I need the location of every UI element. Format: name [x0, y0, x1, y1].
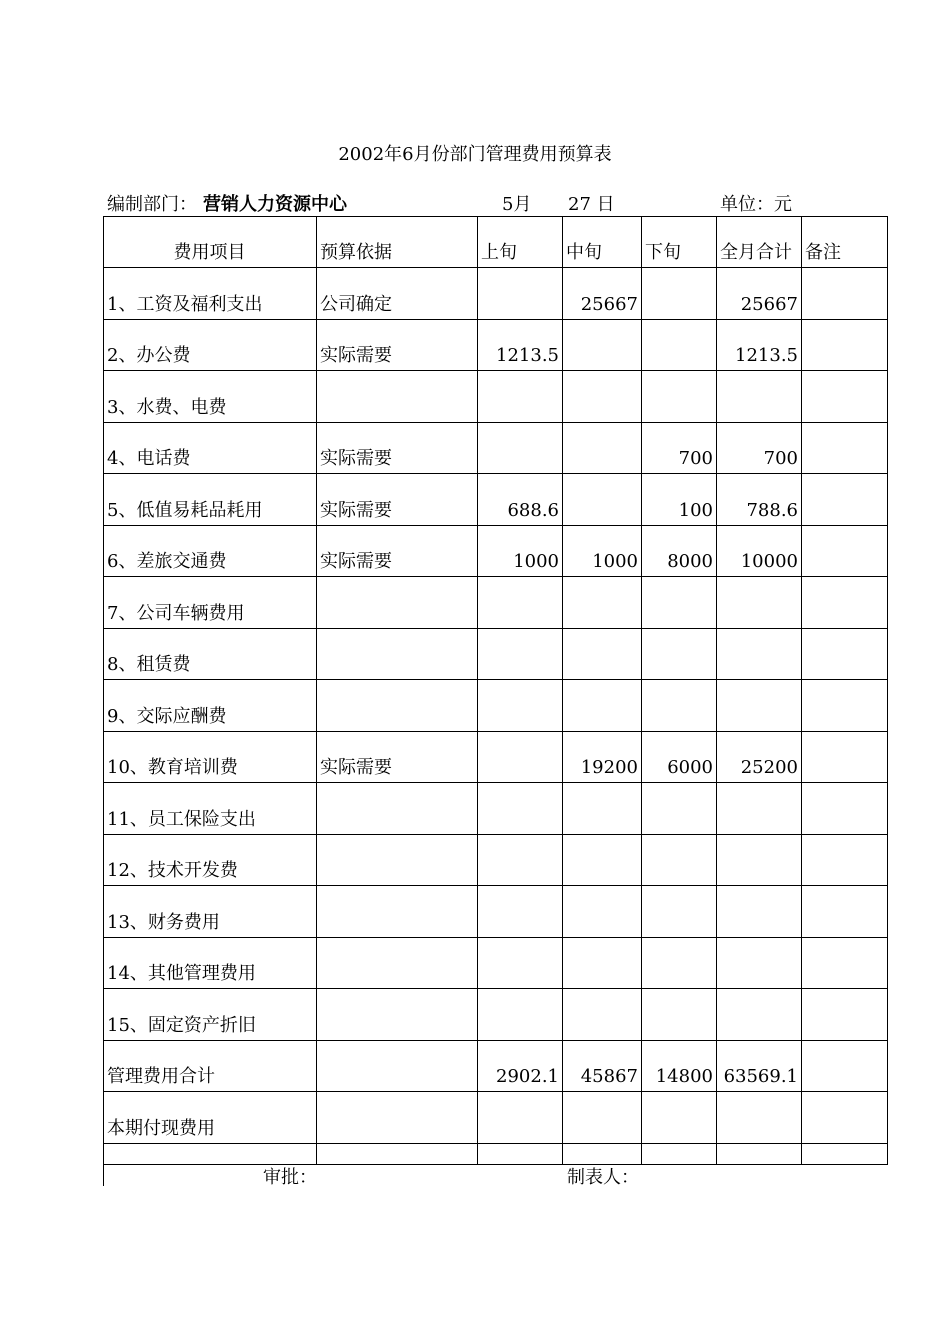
cell-late: 100	[678, 499, 713, 521]
cell-basis: 实际需要	[320, 551, 392, 572]
cell-item: 14、其他管理费用	[107, 963, 256, 984]
cell-total: 25200	[740, 757, 798, 778]
cell-total: 25667	[740, 293, 798, 315]
cell-total: 1213.5	[735, 345, 798, 366]
unit-label: 单位：元	[720, 194, 792, 215]
grid-line-header	[103, 267, 888, 268]
column-header: 下旬	[645, 242, 681, 263]
grid-line-row	[103, 679, 888, 680]
cell-item: 4、电话费	[107, 448, 191, 469]
column-header: 费用项目	[173, 242, 246, 263]
grid-line-row	[103, 937, 888, 938]
cell-late: 8000	[667, 551, 713, 572]
preparer-label: 制表人：	[567, 1167, 639, 1188]
grid-line-row	[103, 731, 888, 732]
grid-line-row	[103, 473, 888, 474]
cell-item: 5、低值易耗品耗用	[107, 499, 263, 521]
cell-mid: 25667	[580, 293, 638, 315]
date-month: 5月	[502, 194, 532, 215]
cell-early: 688.6	[507, 499, 559, 521]
cell-mid: 45867	[580, 1066, 638, 1087]
cell-early: 1213.5	[496, 345, 559, 366]
grid-line-row	[103, 782, 888, 783]
cell-item: 本期付现费用	[107, 1117, 215, 1139]
date-day: 27 日	[568, 194, 615, 215]
cell-item: 6、差旅交通费	[107, 551, 227, 572]
cell-basis: 实际需要	[320, 757, 392, 778]
cell-early: 1000	[513, 551, 559, 572]
cell-item: 3、水费、电费	[107, 396, 227, 418]
grid-line-row	[103, 370, 888, 371]
approve-label: 审批：	[263, 1167, 317, 1188]
cell-total: 10000	[740, 551, 798, 572]
cell-item: 13、财务费用	[107, 911, 220, 933]
cell-item: 8、租赁费	[107, 654, 191, 675]
column-header: 预算依据	[320, 242, 392, 263]
cell-item: 管理费用合计	[107, 1066, 215, 1087]
grid-line-row	[103, 885, 888, 886]
grid-line-left	[103, 216, 104, 1186]
cell-late: 6000	[667, 757, 713, 778]
dept-value: 营销人力资源中心	[203, 194, 347, 215]
cell-basis: 实际需要	[320, 499, 392, 521]
cell-item: 15、固定资产折旧	[107, 1014, 256, 1036]
grid-line-top	[103, 216, 888, 217]
cell-mid: 19200	[580, 757, 638, 778]
cell-item: 7、公司车辆费用	[107, 602, 245, 624]
page-title: 2002年6月份部门管理费用预算表	[338, 144, 612, 165]
grid-line-row	[103, 1040, 888, 1041]
grid-line-col	[641, 216, 642, 1164]
column-header: 备注	[805, 242, 841, 263]
grid-line-row	[103, 1143, 888, 1144]
cell-total: 63569.1	[723, 1066, 798, 1087]
cell-mid: 1000	[592, 551, 638, 572]
grid-line-row	[103, 422, 888, 423]
cell-late: 14800	[655, 1066, 713, 1087]
grid-line-row	[103, 1091, 888, 1092]
cell-basis: 实际需要	[320, 448, 392, 469]
cell-item: 9、交际应酬费	[107, 705, 227, 727]
cell-total: 700	[763, 448, 798, 469]
column-header: 中旬	[566, 242, 602, 263]
grid-line-col	[316, 216, 317, 1164]
cell-item: 11、员工保险支出	[107, 808, 256, 830]
grid-line-col	[562, 216, 563, 1164]
cell-item: 1、工资及福利支出	[107, 293, 263, 315]
grid-line-row	[103, 525, 888, 526]
cell-item: 2、办公费	[107, 345, 191, 366]
cell-item: 12、技术开发费	[107, 860, 238, 881]
grid-line-row	[103, 319, 888, 320]
column-header: 全月合计	[720, 242, 792, 263]
cell-total: 788.6	[746, 499, 798, 521]
cell-item: 10、教育培训费	[107, 757, 238, 778]
grid-line-col	[801, 216, 802, 1164]
column-header: 上旬	[481, 242, 517, 263]
cell-late: 700	[678, 448, 713, 469]
cell-early: 2902.1	[496, 1066, 559, 1087]
grid-line-row	[103, 988, 888, 989]
cell-basis: 公司确定	[320, 293, 392, 315]
cell-basis: 实际需要	[320, 345, 392, 366]
grid-line-row	[103, 834, 888, 835]
grid-line-bottom	[103, 1164, 888, 1165]
grid-line-col	[887, 216, 888, 1164]
grid-line-row	[103, 628, 888, 629]
dept-label: 编制部门：	[107, 194, 197, 215]
grid-line-row	[103, 576, 888, 577]
